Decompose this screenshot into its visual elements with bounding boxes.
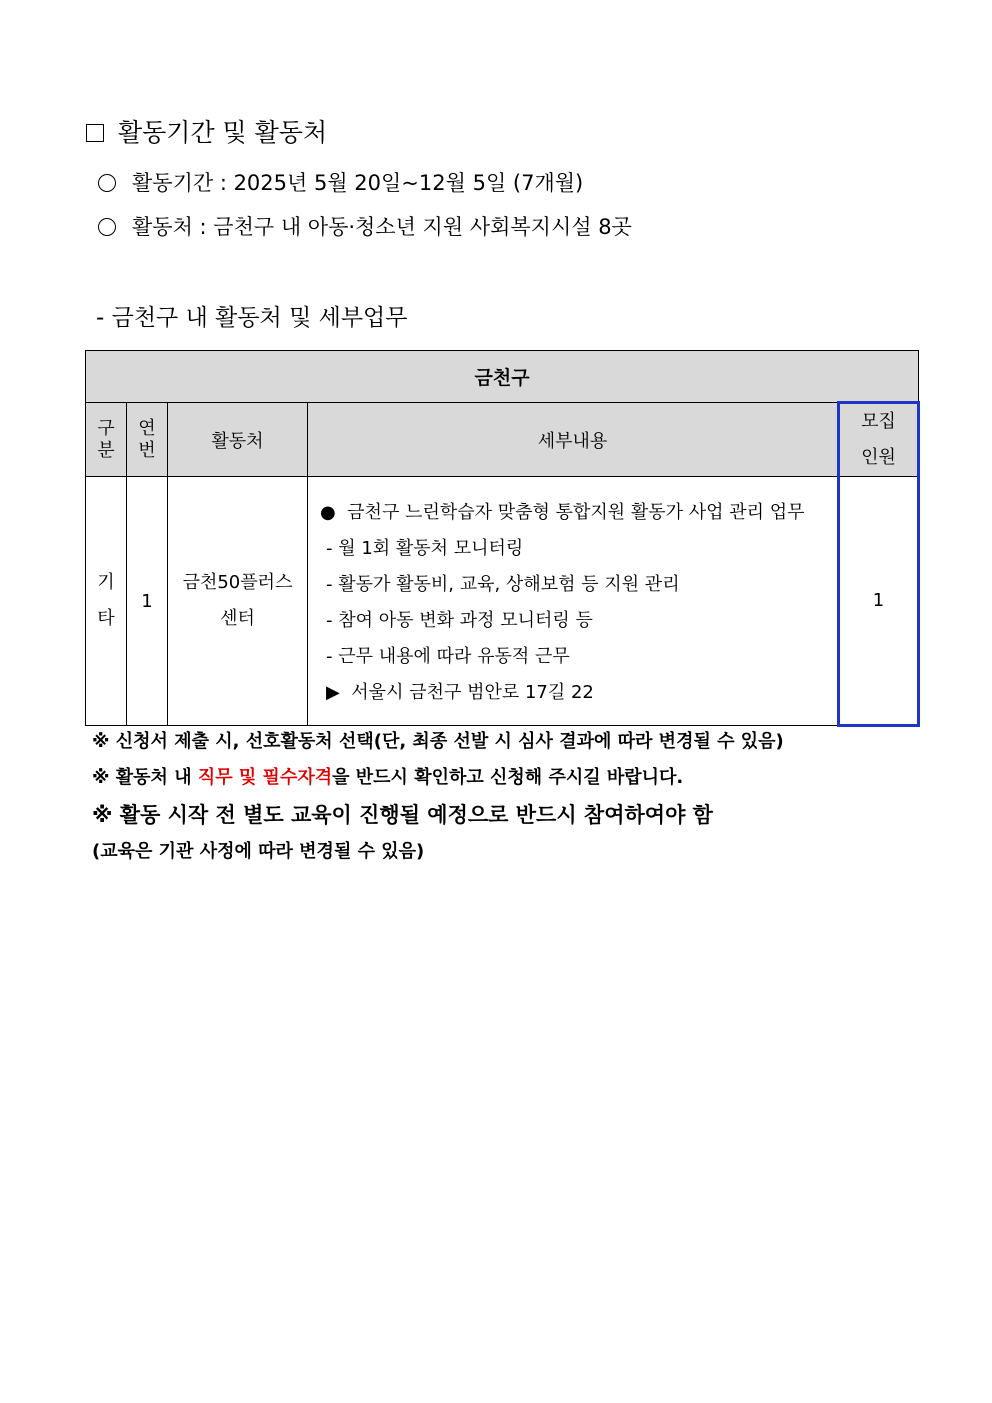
notes-block xyxy=(92,724,784,870)
activity-places-text: 활동처 : 금천구 내 아동·청소년 지원 사회복지시설 8곳 xyxy=(132,215,632,239)
row-number: 1 xyxy=(127,477,168,726)
circle-bullet-icon xyxy=(98,218,116,236)
sub-heading: - 금천구 내 활동처 및 세부업무 xyxy=(96,305,408,331)
square-bullet-icon xyxy=(86,124,104,142)
note-application: ※ 신청서 제출 시, 선호활동처 선택(단, 최종 선발 시 심사 결과에 따라 변경될 수 있음) xyxy=(92,731,784,752)
row-category: 기 타 xyxy=(86,477,127,726)
activity-sites-table xyxy=(85,350,920,727)
activity-places-line xyxy=(98,212,632,242)
table-title: 금천구 xyxy=(86,351,919,403)
note-training: ※ 활동 시작 전 별도 교육이 진행될 예정으로 반드시 참여하여야 함 xyxy=(92,803,713,827)
header-number: 연 번 xyxy=(127,403,168,477)
header-category: 구 분 xyxy=(86,403,127,477)
circle-bullet-icon xyxy=(98,174,116,192)
row-detail xyxy=(308,477,839,726)
section-title xyxy=(86,116,327,150)
dot-bullet-icon: ● xyxy=(320,502,336,523)
note-check-duties: ※ 활동처 내 직무 및 필수자격을 반드시 확인하고 신청해 주시길 바랍니다. xyxy=(92,767,684,788)
detail-item: - 월 1회 활동처 모니터링 xyxy=(326,538,524,559)
header-place: 활동처 xyxy=(168,403,308,477)
header-recruit: 모집 인원 xyxy=(839,403,919,477)
detail-item: - 활동가 활동비, 교육, 상해보험 등 지원 관리 xyxy=(326,574,680,595)
detail-item: - 참여 아동 변화 과정 모니터링 등 xyxy=(326,610,593,631)
note-training-change: (교육은 기관 사정에 따라 변경될 수 있음) xyxy=(92,841,425,862)
row-place: 금천50플러스 센터 xyxy=(168,477,308,726)
section-title-text: 활동기간 및 활동처 xyxy=(118,118,328,147)
activity-period-text: 활동기간 : 2025년 5월 20일~12월 5일 (7개월) xyxy=(132,171,584,195)
header-detail: 세부내용 xyxy=(308,403,839,477)
activity-period-line xyxy=(98,168,583,198)
table-row xyxy=(86,477,919,726)
row-recruit: 1 xyxy=(839,477,919,726)
detail-main-line: ● 금천구 느린학습자 맞춤형 통합지원 활동가 사업 관리 업무 xyxy=(320,502,805,523)
detail-item: - 근무 내용에 따라 유동적 근무 xyxy=(326,646,570,667)
triangle-arrow-icon: ▶ xyxy=(326,682,340,703)
detail-address-line: ▶ 서울시 금천구 범안로 17길 22 xyxy=(326,682,594,703)
emphasis-text: 직무 및 필수자격 xyxy=(197,767,333,788)
